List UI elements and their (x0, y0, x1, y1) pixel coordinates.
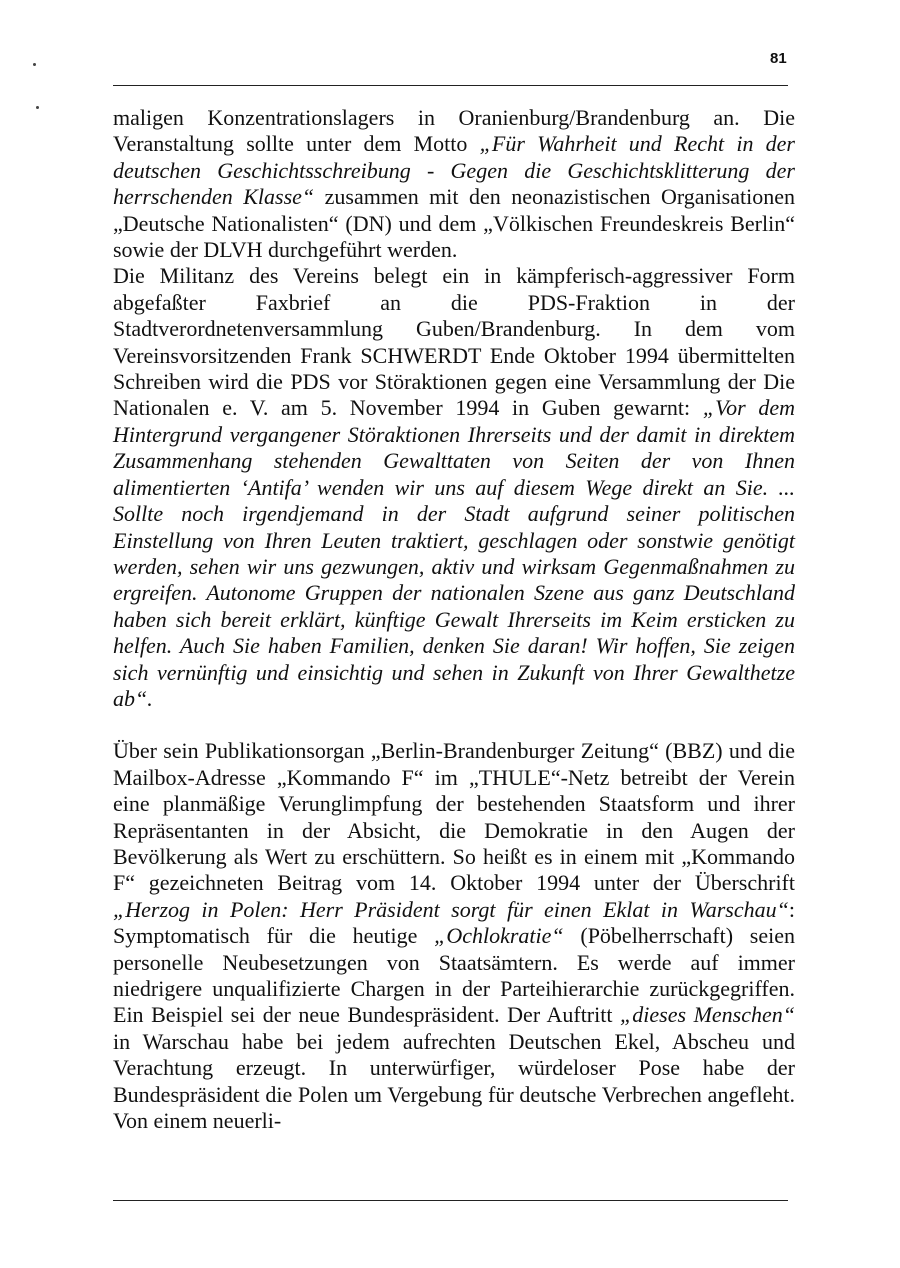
footer-rule (113, 1200, 788, 1201)
quote-faxbrief: „Vor dem Hintergrund vergangener Störaktionen Ihrerseits und der damit in direktem Zusammenhang stehenden Gewalttaten von Seiten der von Ihnen alimentierten ‘Antifa’ wenden wir uns auf diesem Wege direkt an Sie. ... Sollte noch irgendjemand in der Stadt aufgrund seiner politischen Einstellung von Ihren Leuten traktiert, geschlagen oder sonstwie genötigt werden, sehen wir uns gezwungen, aktiv und wirksam Gegenmaßnahmen zu ergreifen. Autonome Gruppen der nationalen Szene aus ganz Deutschland haben sich bereit erklärt, künftige Gewalt Ihrerseits im Keim ersticken zu helfen. Auch Sie haben Familien, denken Sie daran! Wir hoffen, Sie zeigen sich vernünftig und einsichtig und sehen in Zukunft von Ihrer Gewalthetze ab“. (113, 395, 796, 711)
body-text (113, 105, 795, 1134)
text-run: : Symptomatisch für die heutige (113, 896, 795, 949)
header-rule (113, 85, 788, 86)
quote-headline: „Herzog in Polen: Herr Präsident sorgt für einen Eklat in Warschau“ (113, 896, 789, 922)
page-number: 81 (770, 50, 787, 67)
text-run: Die Militanz des Vereins belegt ein in kämpferisch-aggressiver Form abgefaßter Faxbrief an die PDS-Fraktion in der Stadtverordnetenversammlung Guben/Brandenburg. In dem vom Vereinsvorsitzenden Frank SCHWERDT Ende Oktober 1994 übermittelten Schreiben wird die PDS vor Störaktionen gegen eine Versammlung der Die Nationalen e. V. am 5. November 1994 in Guben gewarnt: (113, 263, 795, 421)
text-run: in Warschau habe bei jedem aufrechten Deutschen Ekel, Abscheu und Verachtung erzeugt. In unterwürfiger, würdeloser Pose habe der Bundespräsident die Polen um Vergebung für deutsche Verbrechen angefleht. Von einem neuerli- (113, 1028, 795, 1134)
text-run: maligen Konzentrationslagers in Oranienburg/Brandenburg an. Die Veranstaltung sollte unter dem Motto (113, 105, 795, 157)
quote-term: „Ochlokratie“ (434, 923, 564, 949)
text-run: zusammen mit den neonazistischen Organisationen „Deutsche Nationalisten“ (DN) und dem „Völkischen Freundeskreis Berlin“ sowie der DLVH durchgeführt werden. (113, 184, 795, 263)
text-run: (Pöbelherrschaft) seien personelle Neubesetzungen von Staatsämtern. Es werde auf immer niedrigere unqualifizierte Chargen in der Parteihierarchie zurückgegriffen. Ein Beispiel sei der neue Bundespräsident. Der Auftritt (113, 923, 796, 1028)
quote-motto: „Für Wahrheit und Recht in der deutschen Geschichtsschreibung - Gegen die Geschichtsklitterung der herrschenden Klasse“ (113, 131, 795, 210)
scan-speck (36, 106, 39, 109)
scan-speck (33, 63, 36, 66)
paragraph (113, 263, 795, 712)
text-run: Über sein Publikationsorgan „Berlin-Brandenburger Zeitung“ (BBZ) und die Mailbox-Adresse „Kommando F“ im „THULE“-Netz betreibt der Verein eine planmäßige Verunglimpfung der bestehenden Staatsform und ihrer Repräsentanten in der Absicht, die Demokratie in den Augen der Bevölkerung als Wert zu erschüttern. So heißt es in einem mit „Kommando F“ gezeichneten Beitrag vom 14. Oktober 1994 unter der Überschrift (113, 738, 795, 896)
paragraph (113, 738, 795, 1134)
paragraph (113, 105, 795, 263)
quote-person: „dieses Menschen“ (620, 1002, 796, 1028)
